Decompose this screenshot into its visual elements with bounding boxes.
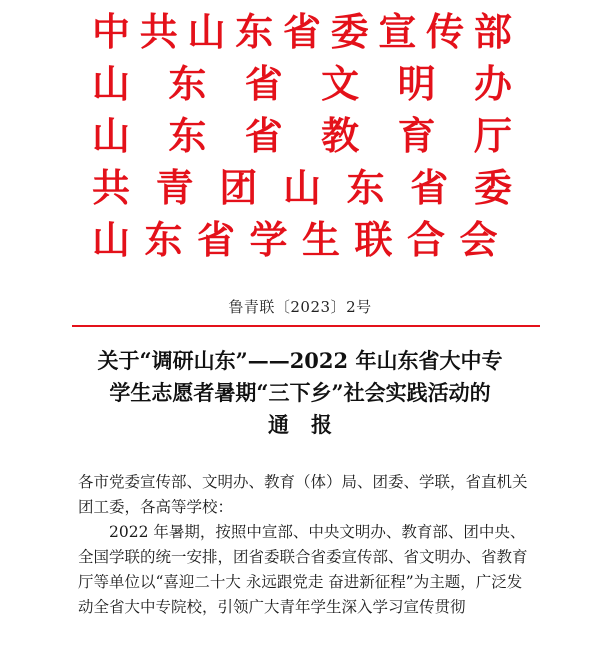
document-number: 鲁青联〔2023〕2号 (228, 298, 372, 316)
org-char: 山 (92, 62, 131, 106)
org-char: 团 (219, 166, 258, 210)
org-char: 东 (168, 114, 207, 158)
org-char: 教 (321, 114, 360, 158)
org-char: 山 (92, 114, 131, 158)
org-char: 山 (187, 10, 226, 54)
org-char: 育 (397, 114, 436, 158)
org-char: 委 (473, 166, 512, 210)
org-line-propaganda-dept (92, 10, 512, 54)
org-char: 东 (144, 218, 183, 262)
org-char: 明 (397, 62, 436, 106)
org-char: 山 (92, 218, 131, 262)
org-line-student-federation (92, 218, 512, 262)
org-char: 中 (92, 10, 131, 54)
title-line-2: 学生志愿者暑期“三下乡”社会实践活动的 (109, 380, 491, 405)
org-char: 共 (139, 10, 178, 54)
org-char: 文 (321, 62, 360, 106)
org-char: 省 (282, 10, 321, 54)
org-char: 办 (473, 62, 512, 106)
org-char: 东 (235, 10, 274, 54)
addressee-paragraph: 各市党委宣传部、文明办、教育（体）局、团委、学联，省直机关团工委，各高等学校： (78, 473, 528, 516)
org-char: 宣 (378, 10, 417, 54)
org-char: 联 (354, 218, 393, 262)
org-char: 东 (346, 166, 385, 210)
org-char: 学 (249, 218, 288, 262)
document-title (0, 345, 600, 441)
org-line-civilization-office (92, 62, 512, 106)
org-char: 委 (330, 10, 369, 54)
org-char: 东 (168, 62, 207, 106)
body-paragraph-1: 2022 年暑期，按照中宣部、中央文明办、教育部、团中央、全国学联的统一安排，团省委联合省委宣传部、省文明办、省教育厅等单位以“喜迎二十大 永远跟党走 奋进新征程”为主题，广泛发动全省大中专院校，引领广大青年学生深入学习宣传贯彻 (78, 523, 528, 616)
org-char: 省 (410, 166, 449, 210)
org-char: 省 (244, 114, 283, 158)
org-char: 厅 (473, 114, 512, 158)
org-char: 生 (302, 218, 341, 262)
org-char: 部 (473, 10, 512, 54)
title-line-3: 通报 (268, 412, 354, 437)
org-line-education-dept (92, 114, 512, 158)
org-char: 省 (244, 62, 283, 106)
org-char: 传 (426, 10, 465, 54)
org-char: 会 (459, 218, 498, 262)
org-char: 合 (407, 218, 446, 262)
org-char: 共 (92, 166, 131, 210)
document-body (78, 470, 530, 620)
org-char: 青 (155, 166, 194, 210)
org-line-youth-league (92, 166, 512, 210)
title-line-1: 关于“调研山东”——2022 年山东省大中专 (97, 348, 503, 373)
red-divider (72, 325, 540, 327)
org-char: 山 (282, 166, 321, 210)
org-char: 省 (197, 218, 236, 262)
